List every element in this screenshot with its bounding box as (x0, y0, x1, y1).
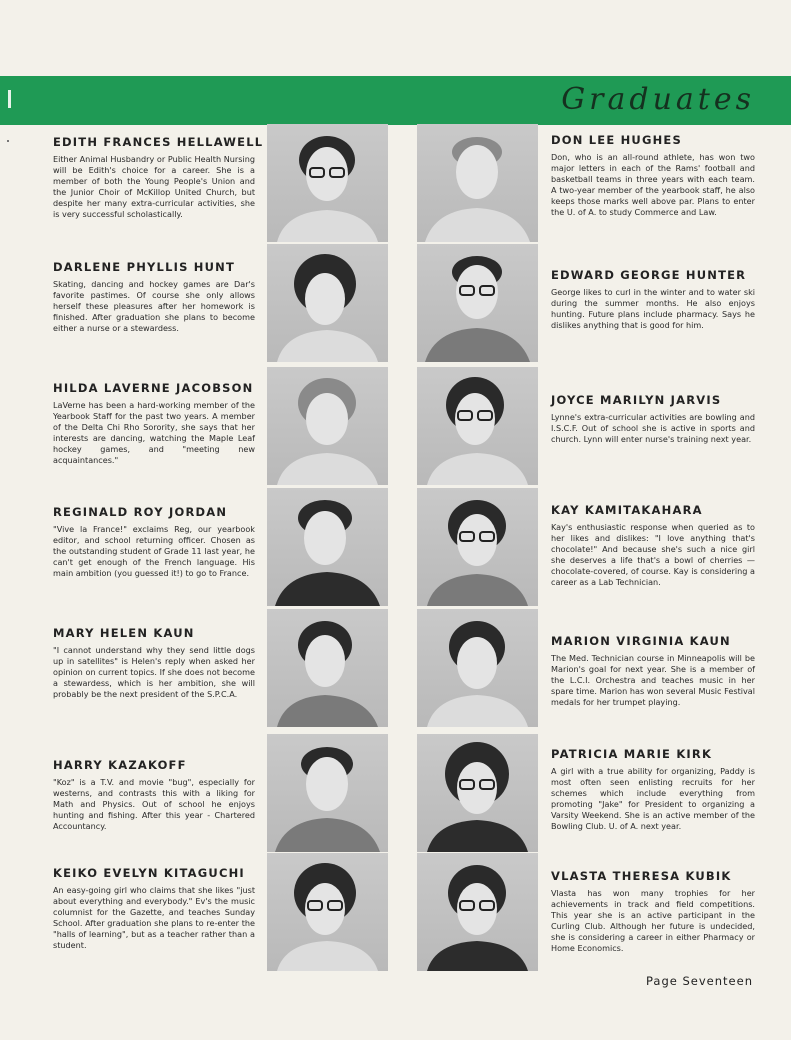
graduate-bio: "Vive la France!" exclaims Reg, our yearbook editor, and school returning officer. Chosen as the outstanding student of Grade 11 last year, he can't get enough of the French language. His main ambition (you guessed it!) to go to France. (53, 524, 255, 578)
graduate-portrait (417, 853, 538, 971)
graduate-name: PATRICIA MARIE KIRK (551, 747, 713, 761)
graduate-portrait (417, 124, 538, 242)
graduate-bio: George likes to curl in the winter and to water ski during the summer months. He also enjoys hunting. Future plans include pharmacy. Says he dislikes anything that is good for him. (551, 287, 755, 330)
graduate-entry (53, 505, 255, 579)
graduate-entry (53, 260, 255, 334)
graduate-portrait (267, 609, 388, 727)
graduate-entry (551, 393, 755, 445)
graduate-portrait (267, 488, 388, 606)
graduate-portrait (417, 488, 538, 606)
section-banner (0, 76, 791, 125)
graduate-name: HARRY KAZAKOFF (53, 758, 187, 772)
graduate-entry (551, 869, 755, 954)
graduate-bio: Lynne's extra-curricular activities are bowling and I.S.C.F. Out of school she is active in sports and church. Lynn will enter nurse's training next year. (551, 412, 755, 444)
graduate-name: HILDA LAVERNE JACOBSON (53, 381, 254, 395)
graduate-name: VLASTA THERESA KUBIK (551, 869, 732, 883)
graduate-entry (551, 503, 755, 588)
graduate-bio: An easy-going girl who claims that she likes "just about everything and everybody." Ev's the music columnist for the Gazette, and teaches Sunday School. After graduation she plans to re-enter the "halls of learning", but as a teacher rather than a student. (53, 885, 255, 950)
graduate-entry (551, 634, 755, 708)
graduate-entry (53, 135, 264, 220)
graduate-bio: The Med. Technician course in Minneapolis will be Marion's goal for next year. She is a member of the L.C.I. Orchestra and teaches music in her spare time. Marion has won several Music Festival medals for her trumpet playing. (551, 653, 755, 707)
graduate-bio: Kay's enthusiastic response when queried as to her likes and dislikes: "I love anything that's chocolate!" And because she's such a nice girl she deserves a life that's a bowl of cherries — chocolate-covered, of course. Kay is considering a career as a Lab Technician. (551, 522, 755, 587)
graduate-portrait (267, 853, 388, 971)
graduate-bio: A girl with a true ability for organizing, Paddy is most often seen enlisting recruits for her schemes which include everything from promoting "Jake" for President to organizing a Varsity Weekend. She is an active member of the Bowling Club. U. of A. next year. (551, 766, 755, 831)
graduate-name: MARY HELEN KAUN (53, 626, 195, 640)
page-number: Page Seventeen (646, 974, 753, 988)
graduate-portrait (267, 244, 388, 362)
graduate-name: EDITH FRANCES HELLAWELL (53, 135, 264, 149)
graduate-entry (551, 133, 755, 218)
graduate-name: REGINALD ROY JORDAN (53, 505, 228, 519)
graduate-entry (53, 381, 255, 466)
section-title: Graduates (561, 82, 755, 117)
graduate-name: KAY KAMITAKAHARA (551, 503, 703, 517)
graduate-entry (53, 626, 255, 700)
graduate-portrait (267, 734, 388, 852)
graduate-bio: LaVerne has been a hard-working member of the Yearbook Staff for the past two years. A member of the Delta Chi Rho Sorority, she says that her interests are dancing, watching the Maple Leaf hockey games, and "meeting new acquaintances." (53, 400, 255, 465)
graduate-portrait (267, 124, 388, 242)
graduate-bio: "Koz" is a T.V. and movie "bug", especially for westerns, and contrasts this with a liking for Math and Physics. Out of school he enjoys hunting and fishing. After this year - Chartered Accountancy. (53, 777, 255, 831)
graduate-entry (53, 866, 255, 951)
graduate-entry (551, 268, 755, 331)
graduate-portrait (417, 244, 538, 362)
graduate-name: DON LEE HUGHES (551, 133, 682, 147)
graduate-bio: Vlasta has won many trophies for her achievements in track and field competitions. This year she is an active participant in the Curling Club. Although her future is undecided, she is considering a career in either Pharmacy or Home Economics. (551, 888, 755, 953)
graduate-portrait (417, 367, 538, 485)
graduate-bio: Don, who is an all-round athlete, has won two major letters in each of the Rams' football and basketball teams in three years with each team. A two-year member of the yearbook staff, he also keeps those marks well above par. Plans to enter the U. of A. to study Commerce and Law. (551, 152, 755, 217)
graduate-name: JOYCE MARILYN JARVIS (551, 393, 722, 407)
graduate-bio: "I cannot understand why they send little dogs up in satellites" is Helen's reply when asked her opinion on current topics. If she does not become a stewardess, which is her ambition, she will probably be the next president of the S.P.C.A. (53, 645, 255, 699)
graduate-name: KEIKO EVELYN KITAGUCHI (53, 866, 245, 880)
graduate-portrait (417, 609, 538, 727)
graduate-entry (53, 758, 255, 832)
graduate-bio: Skating, dancing and hockey games are Dar's favorite pastimes. Of course she only allows herself these pleasures after her homework is finished. After graduation she plans to become either a nurse or a stewardess. (53, 279, 255, 333)
banner-tick-mark (8, 90, 11, 108)
graduate-portrait (417, 734, 538, 852)
graduate-name: DARLENE PHYLLIS HUNT (53, 260, 236, 274)
graduate-portrait (267, 367, 388, 485)
graduate-entry (551, 747, 755, 832)
margin-dot (7, 140, 9, 142)
graduate-name: EDWARD GEORGE HUNTER (551, 268, 747, 282)
graduate-bio: Either Animal Husbandry or Public Health Nursing will be Edith's choice for a career. She is a member of both the Young People's Union and the Junior Choir of McKillop United Church, but despite her many extra-curricular activities, she is very successful scholastically. (53, 154, 255, 219)
graduate-name: MARION VIRGINIA KAUN (551, 634, 731, 648)
